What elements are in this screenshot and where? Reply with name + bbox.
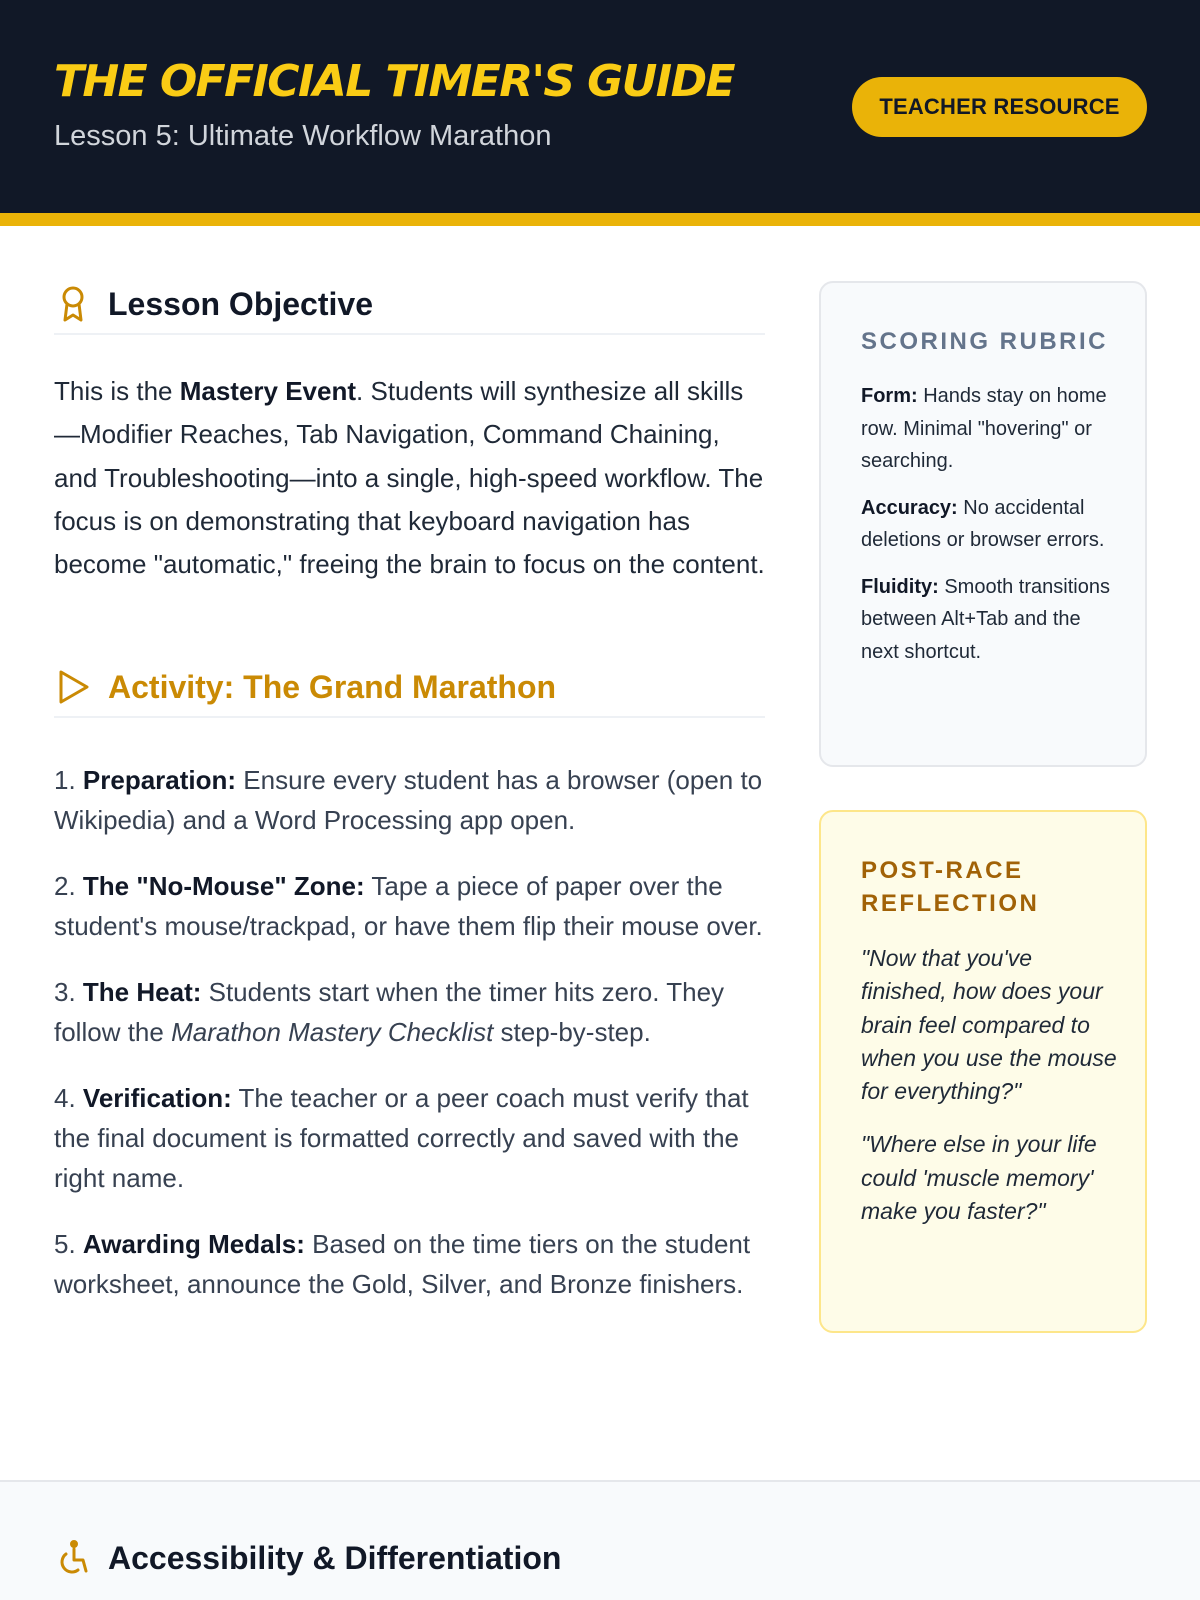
step-number: 4. bbox=[54, 1083, 83, 1113]
play-icon bbox=[54, 667, 92, 707]
step-label: The "No-Mouse" Zone: bbox=[82, 871, 365, 901]
step-text: Based on the time tiers on the student worksheet, announce the Gold, Silver, and Bronze finishers. bbox=[54, 1229, 751, 1299]
objective-text-bold: Mastery Event bbox=[179, 376, 357, 406]
page-title: THE OFFICIAL TIMER'S GUIDE bbox=[54, 56, 734, 107]
accessibility-title: Accessibility & Differentiation bbox=[108, 1539, 562, 1576]
step-text: Ensure every student has a browser (open to Wikipedia) and a Word Processing app open. bbox=[54, 765, 763, 835]
step-text: step-by-step. bbox=[493, 1017, 651, 1047]
activity-steps bbox=[54, 760, 770, 1330]
rubric-text: Smooth transitions between Alt+Tab and the next shortcut. bbox=[861, 575, 1110, 663]
step-text: The teacher or a peer coach must verify that the final document is formatted correctly and saved with the right name. bbox=[54, 1083, 749, 1193]
accessibility-icon bbox=[54, 1538, 92, 1578]
accessibility-heading bbox=[54, 1528, 561, 1588]
step-number: 3. bbox=[54, 977, 83, 1007]
list-item bbox=[54, 760, 770, 840]
step-number: 1. bbox=[54, 765, 83, 795]
rubric-label: Fluidity: bbox=[861, 575, 939, 598]
list-item bbox=[54, 1078, 770, 1198]
lesson-objective-title: Lesson Objective bbox=[108, 285, 373, 322]
rubric-item bbox=[861, 492, 1121, 557]
step-text: Students start when the timer hits zero. They follow the bbox=[54, 977, 725, 1047]
rubric-text: No accidental deletions or browser errors. bbox=[861, 496, 1105, 551]
page-subtitle: Lesson 5: Ultimate Workflow Marathon bbox=[54, 120, 552, 152]
step-label: The Heat: bbox=[82, 977, 202, 1007]
objective-text-b: . Students will synthesize all skills—Modifier Reaches, Tab Navigation, Command Chaining, and Troubleshooting—into a single, high-speed workflow. The focus is on demonstrating that keyboard navigation has become "automatic," freeing the brain to focus on the content. bbox=[54, 376, 765, 580]
list-item bbox=[54, 972, 770, 1052]
activity-title: Activity: The Grand Marathon bbox=[108, 668, 557, 705]
activity-heading bbox=[54, 658, 765, 718]
rubric-label: Form: bbox=[861, 385, 918, 407]
reflection-card bbox=[819, 810, 1147, 1333]
reflection-title: POST-RACE REFLECTION bbox=[861, 857, 1040, 917]
lesson-objective-heading bbox=[54, 275, 765, 335]
scoring-rubric-card bbox=[819, 281, 1147, 767]
rubric-label: Accuracy: bbox=[861, 496, 958, 519]
step-number: 5. bbox=[54, 1229, 83, 1259]
step-label: Awarding Medals: bbox=[82, 1229, 305, 1259]
rubric-text: Hands stay on home row. Minimal "hovering" or searching. bbox=[861, 385, 1107, 472]
reflection-quote: "Where else in your life could 'muscle memory' make you faster?" bbox=[861, 1131, 1097, 1225]
step-text: Tape a piece of paper over the student's mouse/trackpad, or have them flip their mouse over. bbox=[54, 871, 763, 941]
step-label: Preparation: bbox=[82, 765, 237, 795]
list-item bbox=[54, 1224, 770, 1304]
rubric-item bbox=[861, 571, 1121, 669]
step-number: 2. bbox=[54, 871, 83, 901]
teacher-resource-badge: TEACHER RESOURCE bbox=[852, 77, 1147, 137]
step-label: Verification: bbox=[82, 1083, 232, 1113]
rubric-title: SCORING RUBRIC bbox=[861, 328, 1109, 355]
award-icon bbox=[54, 284, 92, 324]
reflection-quote: "Now that you've finished, how does your brain feel compared to when you use the mouse for everything?" bbox=[861, 945, 1117, 1105]
rubric-item bbox=[861, 380, 1121, 478]
list-item bbox=[54, 866, 770, 946]
objective-paragraph bbox=[54, 370, 766, 586]
objective-text-a: This is the bbox=[54, 376, 180, 406]
checklist-title: Marathon Mastery Checklist bbox=[171, 1017, 494, 1047]
page-header bbox=[0, 0, 1200, 226]
